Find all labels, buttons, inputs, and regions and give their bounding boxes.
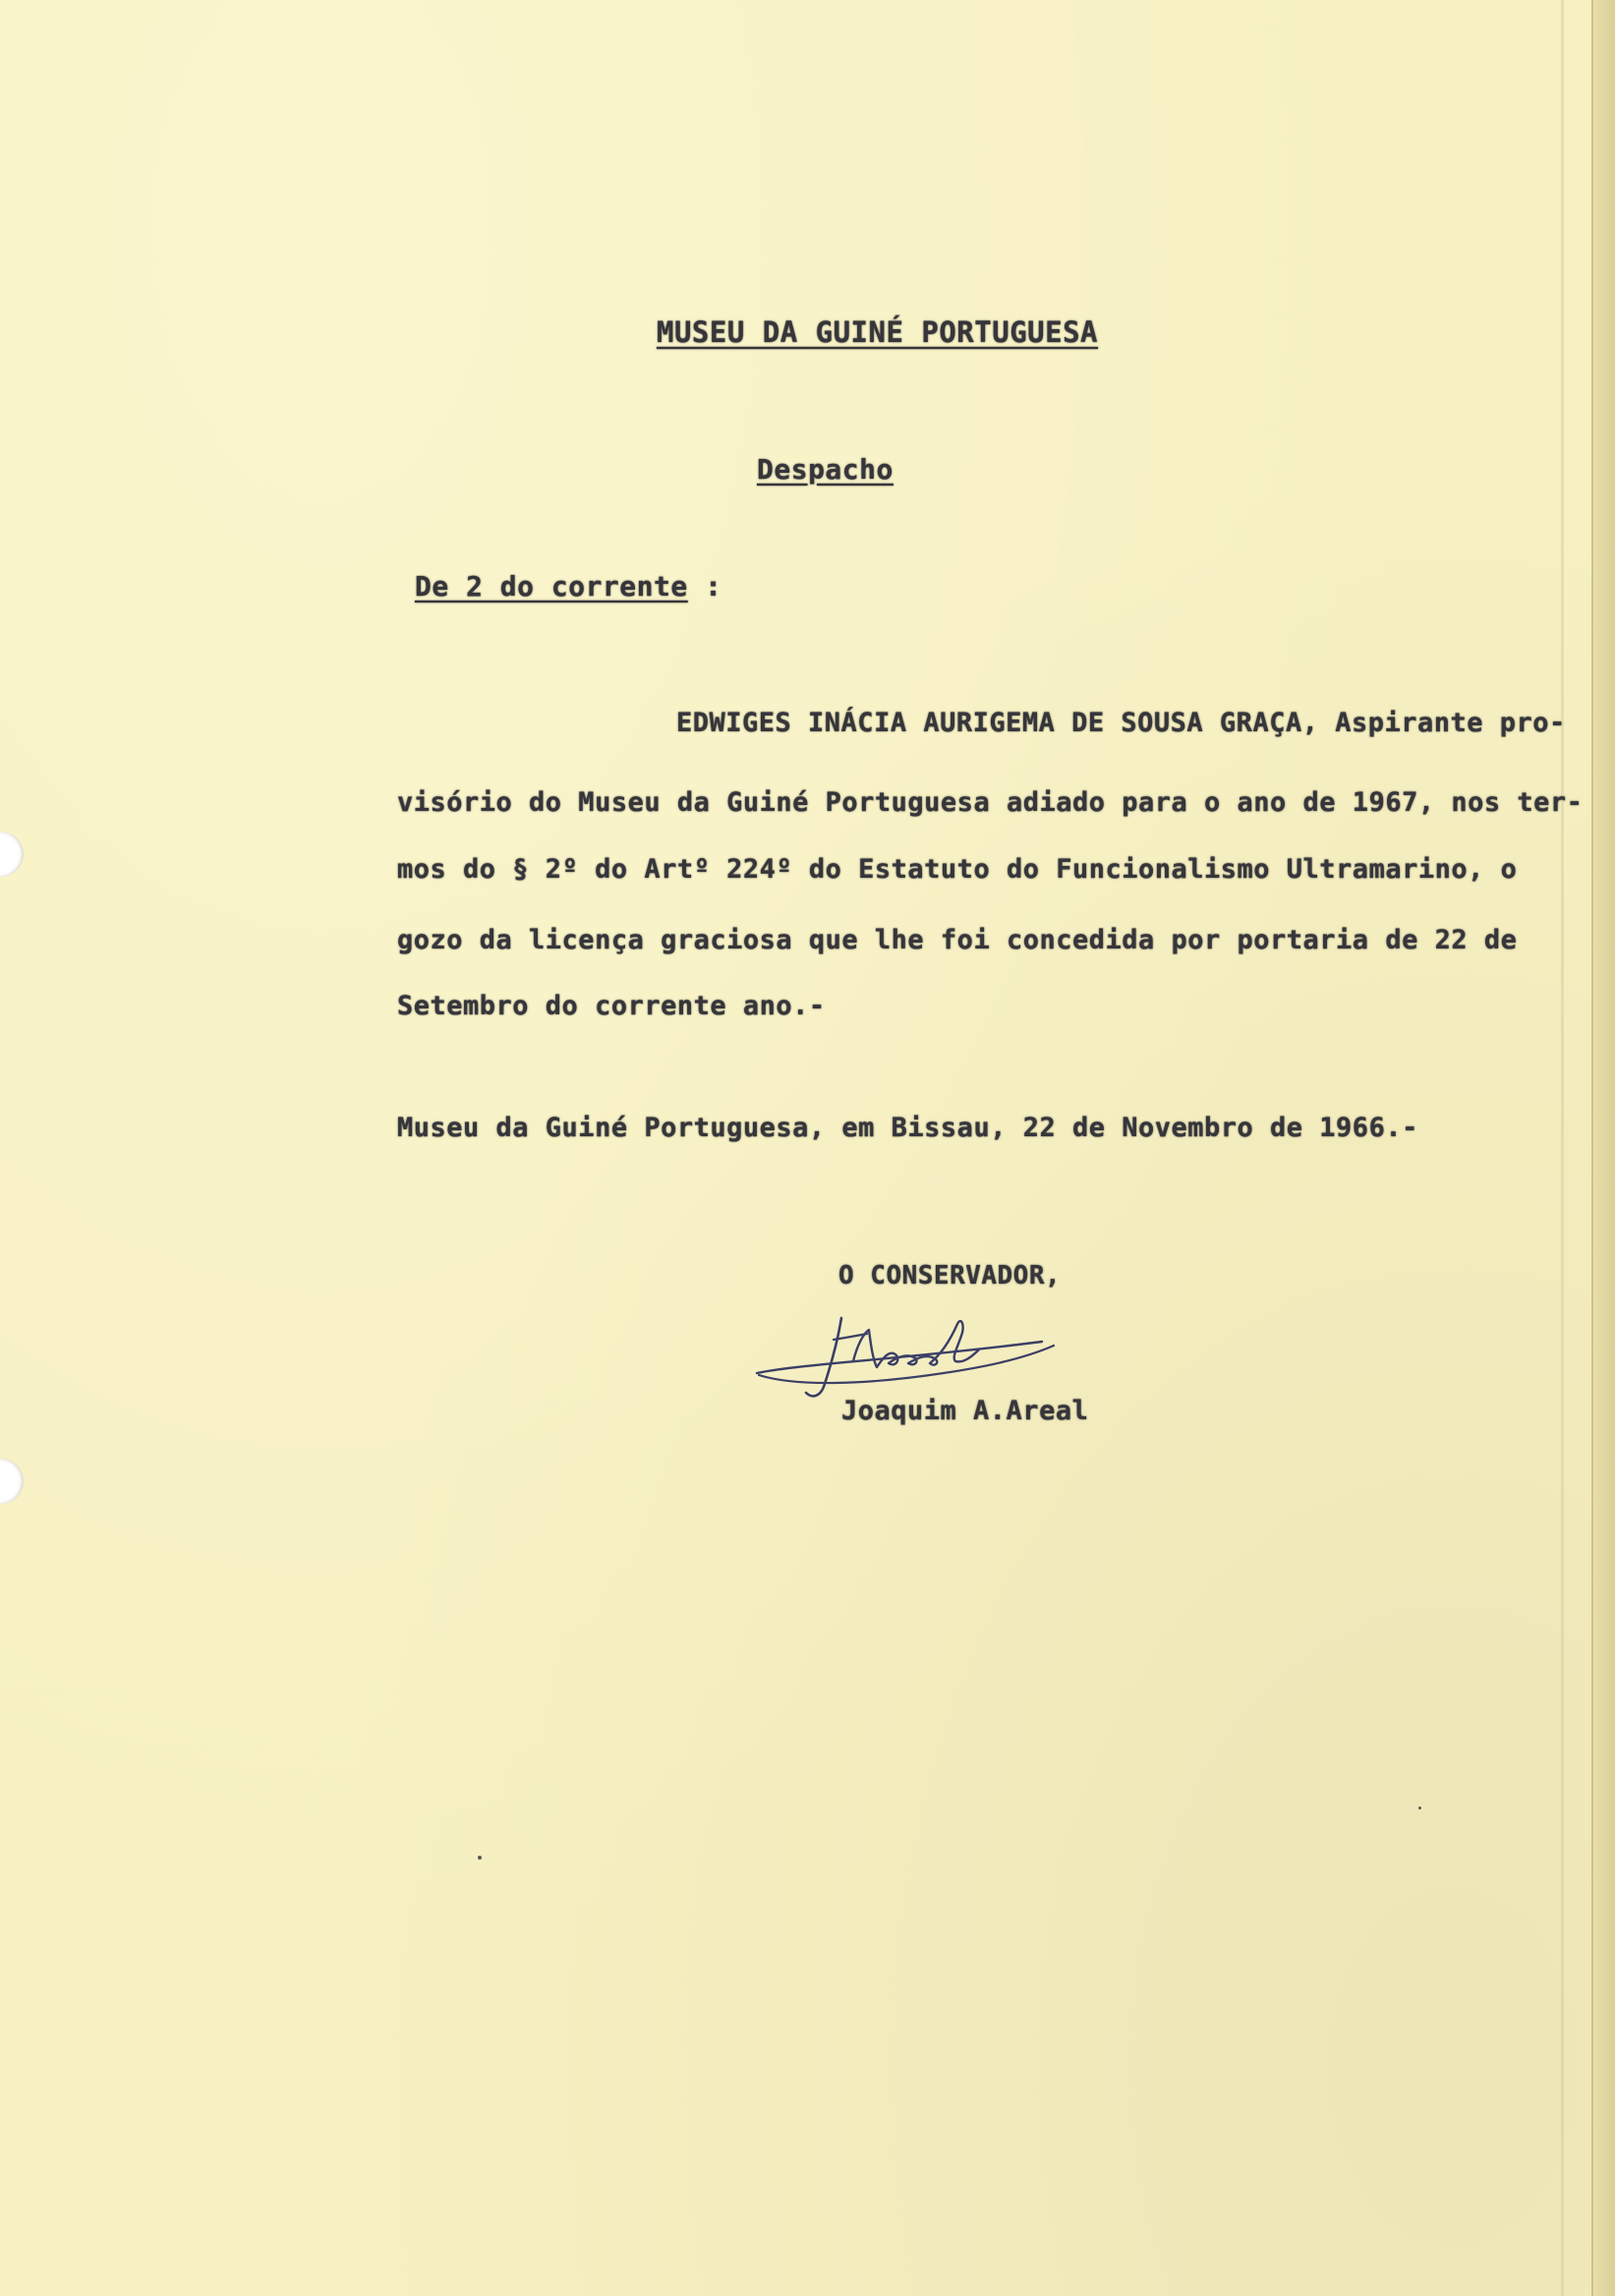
date-reference [415,570,721,603]
signature-icon [747,1302,1071,1410]
body-line: EDWIGES INÁCIA AURIGEMA DE SOUSA GRAÇA, Aspirante pro- [676,708,1566,738]
punch-hole-icon [0,1459,24,1504]
body-line: gozo da licença graciosa que lhe foi concedida por portaria de 22 de [397,925,1518,955]
punch-hole-icon [0,832,24,877]
body-line: visório do Museu da Guiné Portuguesa adiado para o ano de 1967, nos ter- [397,787,1584,818]
document-subheading: Despacho [757,453,894,486]
date-reference-text: De 2 do corrente [415,570,688,603]
paper-edge [1591,0,1615,2296]
closing-title: O CONSERVADOR, [838,1261,1062,1291]
date-reference-suffix: : [687,570,722,603]
document-heading: MUSEU DA GUINÉ PORTUGUESA [657,316,1098,349]
signer-name: Joaquim A.Areal [841,1396,1089,1426]
body-line: mos do § 2º do Artº 224º do Estatuto do Funcionalismo Ultramarino, o [397,854,1518,885]
paper-speck [1418,1807,1421,1809]
paper-fold [1561,0,1564,2296]
dateline: Museu da Guiné Portuguesa, em Bissau, 22 de Novembro de 1966.- [397,1113,1418,1143]
paper-speck [478,1856,482,1860]
body-line: Setembro do corrente ano.- [397,991,826,1021]
